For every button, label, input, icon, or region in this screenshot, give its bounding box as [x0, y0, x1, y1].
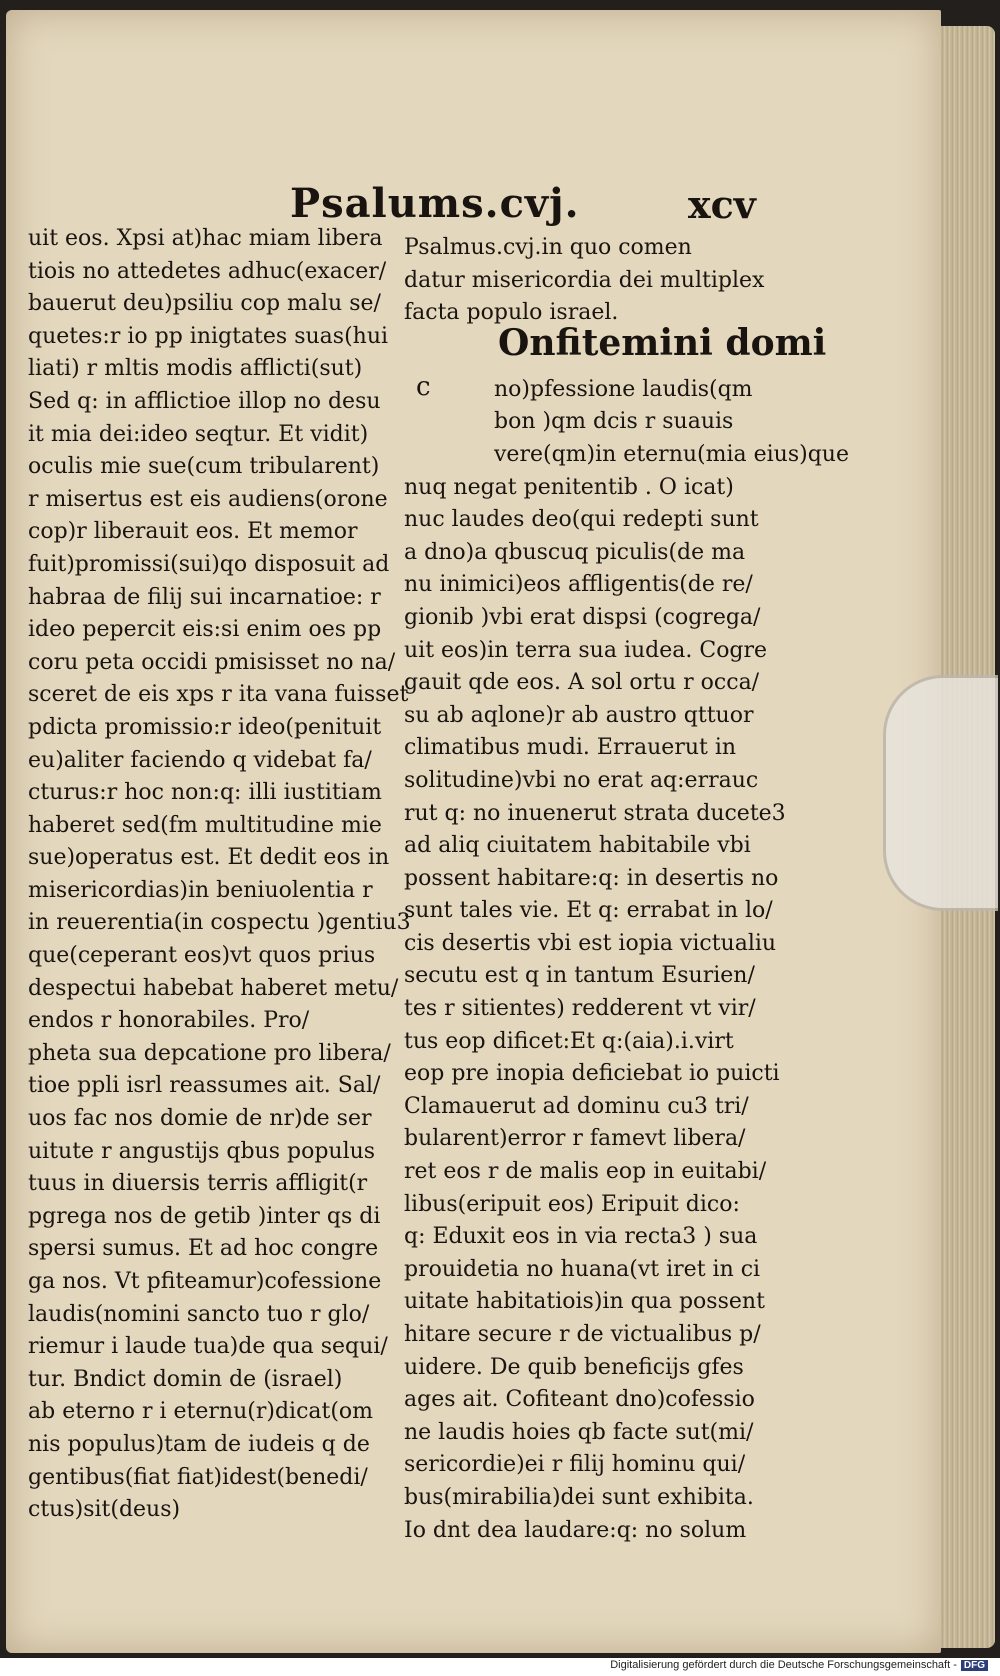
- psalm-rubric-line: datur misericordia dei multiplex: [404, 267, 765, 293]
- right-column: [404, 232, 849, 1547]
- text-line: habraa de filij sui incarnatioe: r: [28, 584, 381, 610]
- text-line: gauit qde eos. A sol ortu r occa/: [404, 670, 760, 696]
- text-line: tes r sitientes) redderent vt vir/: [404, 996, 756, 1022]
- text-line: it mia dei:ideo seqtur. Et vidit): [28, 421, 369, 447]
- text-line: libus(eripuit eos) Eripuit dico:: [404, 1191, 740, 1217]
- psalm-rubric-line: facta populo israel.: [404, 300, 619, 326]
- text-line: Io dnt dea laudare:q: no solum: [404, 1517, 747, 1543]
- text-line: uit eos. Xpsi at)hac miam libera: [28, 226, 383, 251]
- text-line: oculis mie sue(cum tribularent): [28, 454, 380, 480]
- text-line: nis populus)tam de iudeis q de: [28, 1431, 370, 1457]
- text-line: vere(qm)in eternu(mia eius)que: [494, 441, 849, 467]
- text-line: gentibus(fiat fiat)idest(benedi/: [28, 1464, 368, 1490]
- text-line: uidere. De quib beneficijs gfes: [404, 1354, 744, 1380]
- text-line: haberet sed(fm multitudine mie: [28, 812, 382, 838]
- text-line: solitudine)vbi no erat aq:errauc: [404, 767, 759, 793]
- text-line: uitute r angustijs qbus populus: [28, 1138, 376, 1164]
- text-line: despectui habebat haberet metu/: [28, 975, 399, 1001]
- text-line: cis desertis vbi est iopia victualiu: [404, 930, 777, 956]
- text-line: nuc laudes deo(qui redepti sunt: [404, 507, 759, 533]
- text-line: liati) r mltis modis afflicti(sut): [28, 356, 363, 382]
- text-line: in reuerentia(in cospectu )gentiu3: [28, 910, 411, 936]
- text-line: tur. Bndict domin de (israel): [28, 1366, 343, 1392]
- text-line: hitare secure r de victualibus p/: [404, 1322, 761, 1347]
- text-line: gionib )vbi erat dispsi (cogrega/: [404, 604, 761, 630]
- text-line: tuus in diuersis terris affligit(r: [28, 1171, 368, 1197]
- funding-credit: [610, 1659, 988, 1671]
- text-line: spersi sumus. Et ad hoc congre: [28, 1236, 379, 1262]
- text-line: possent habitare:q: in desertis no: [404, 865, 779, 891]
- text-line: cop)r liberauit eos. Et memor: [28, 519, 358, 545]
- text-line: bularent)error r famevt libera/: [404, 1126, 746, 1152]
- text-line: a dno)a qbuscuq piculis(de ma: [404, 539, 746, 565]
- text-line: eu)aliter faciendo q videbat fa/: [28, 747, 372, 773]
- text-line: rut q: no inuenerut strata ducete3: [404, 800, 786, 826]
- text-line: cturus:r hoc non:q: illi iustitiam: [28, 780, 382, 806]
- text-line: sue)operatus est. Et dedit eos in: [28, 845, 390, 871]
- left-column: [28, 223, 411, 1527]
- psalm-incipit: Onfitemini domi: [498, 322, 827, 364]
- text-line: ages ait. Cofiteant dno)cofessio: [404, 1387, 755, 1413]
- credit-text: Digitalisierung gefördert durch die Deutsche Forschungsgemeinschaft -: [610, 1659, 957, 1671]
- text-line: ret eos r de malis eop in euitabi/: [404, 1159, 767, 1185]
- text-line: misericordias)in beniuolentia r: [28, 877, 373, 903]
- text-line: r misertus est eis audiens(orone: [28, 486, 388, 512]
- text-line: su ab aqlone)r ab austro qttuor: [404, 702, 754, 728]
- text-line: bus(mirabilia)dei sunt exhibita.: [404, 1484, 754, 1510]
- dfg-logo: DFG: [961, 1660, 988, 1671]
- text-line: Clamauerut ad dominu cu3 tri/: [404, 1093, 749, 1119]
- text-line: coru peta occidi pmisisset no na/: [28, 649, 396, 675]
- text-line: Sed q: in afflictioe illop no desu: [28, 388, 381, 414]
- text-line: ne laudis hoies qb facte sut(mi/: [404, 1419, 754, 1445]
- text-line: endos r honorabiles. Pro/: [28, 1008, 310, 1034]
- text-line: quetes:r io pp inigtates suas(hui: [28, 323, 389, 349]
- text-line: climatibus mudi. Errauerut in: [404, 735, 737, 761]
- text-line: ad aliq ciuitatem habitabile vbi: [404, 833, 751, 859]
- text-line: ctus)sit(deus): [28, 1497, 181, 1523]
- footer-bar: [0, 1658, 1000, 1676]
- text-line: pgrega nos de getib )inter qs di: [28, 1203, 381, 1229]
- text-line: laudis(nomini sancto tuo r glo/: [28, 1301, 370, 1327]
- text-line: que(ceperant eos)vt quos prius: [28, 943, 376, 969]
- text-line: ab eterno r i eternu(r)dicat(om: [28, 1399, 374, 1425]
- text-line: pheta sua depcatione pro libera/: [28, 1040, 391, 1066]
- running-title: Psalums.cvj.: [290, 180, 580, 227]
- psalm-rubric-line: Psalmus.cvj.in quo comen: [404, 235, 692, 260]
- text-line: fuit)promissi(sui)qo disposuit ad: [28, 551, 390, 577]
- text-line: sunt tales vie. Et q: errabat in lo/: [404, 898, 773, 924]
- initial-letter: c: [416, 372, 431, 402]
- book-page: [6, 10, 941, 1653]
- text-line: nuq negat penitentib . O icat): [404, 474, 734, 500]
- text-line: sericordie)ei r filij hominu qui/: [404, 1452, 746, 1478]
- book-clip: [883, 675, 998, 911]
- text-line: ideo pepercit eis:si enim oes pp: [28, 617, 382, 643]
- text-line: uitate habitatiois)in qua possent: [404, 1289, 765, 1315]
- text-line: bauerut deu)psiliu cop malu se/: [28, 291, 381, 317]
- text-line: tiois no attedetes adhuc(exacer/: [28, 258, 387, 284]
- text-line: nu inimici)eos affligentis(de re/: [404, 572, 753, 598]
- text-line: ga nos. Vt pfiteamur)cofessione: [28, 1269, 382, 1294]
- text-line: secutu est q in tantum Esurien/: [404, 963, 755, 989]
- text-line: tus eop dificet:Et q:(aia).i.virt: [404, 1028, 734, 1054]
- text-line: no)pfessione laudis(qm: [494, 376, 753, 402]
- text-line: riemur i laude tua)de qua sequi/: [28, 1334, 388, 1360]
- text-line: eop pre inopia deficiebat io puicti: [404, 1061, 780, 1087]
- text-line: q: Eduxit eos in via recta3 ) sua: [404, 1224, 758, 1250]
- text-line: bon )qm dcis r suauis: [494, 409, 734, 435]
- text-line: pdicta promissio:r ideo(penituit: [28, 714, 382, 740]
- text-line: sceret de eis xps r ita vana fuisset: [28, 682, 409, 708]
- folio-number: xcv: [688, 182, 756, 227]
- text-line: prouidetia no huana(vt iret in ci: [404, 1256, 761, 1282]
- text-line: tioe ppli isrl reassumes ait. Sal/: [28, 1073, 381, 1099]
- text-line: uos fac nos domie de nr)de ser: [28, 1106, 372, 1132]
- text-line: uit eos)in terra sua iudea. Cogre: [404, 637, 768, 663]
